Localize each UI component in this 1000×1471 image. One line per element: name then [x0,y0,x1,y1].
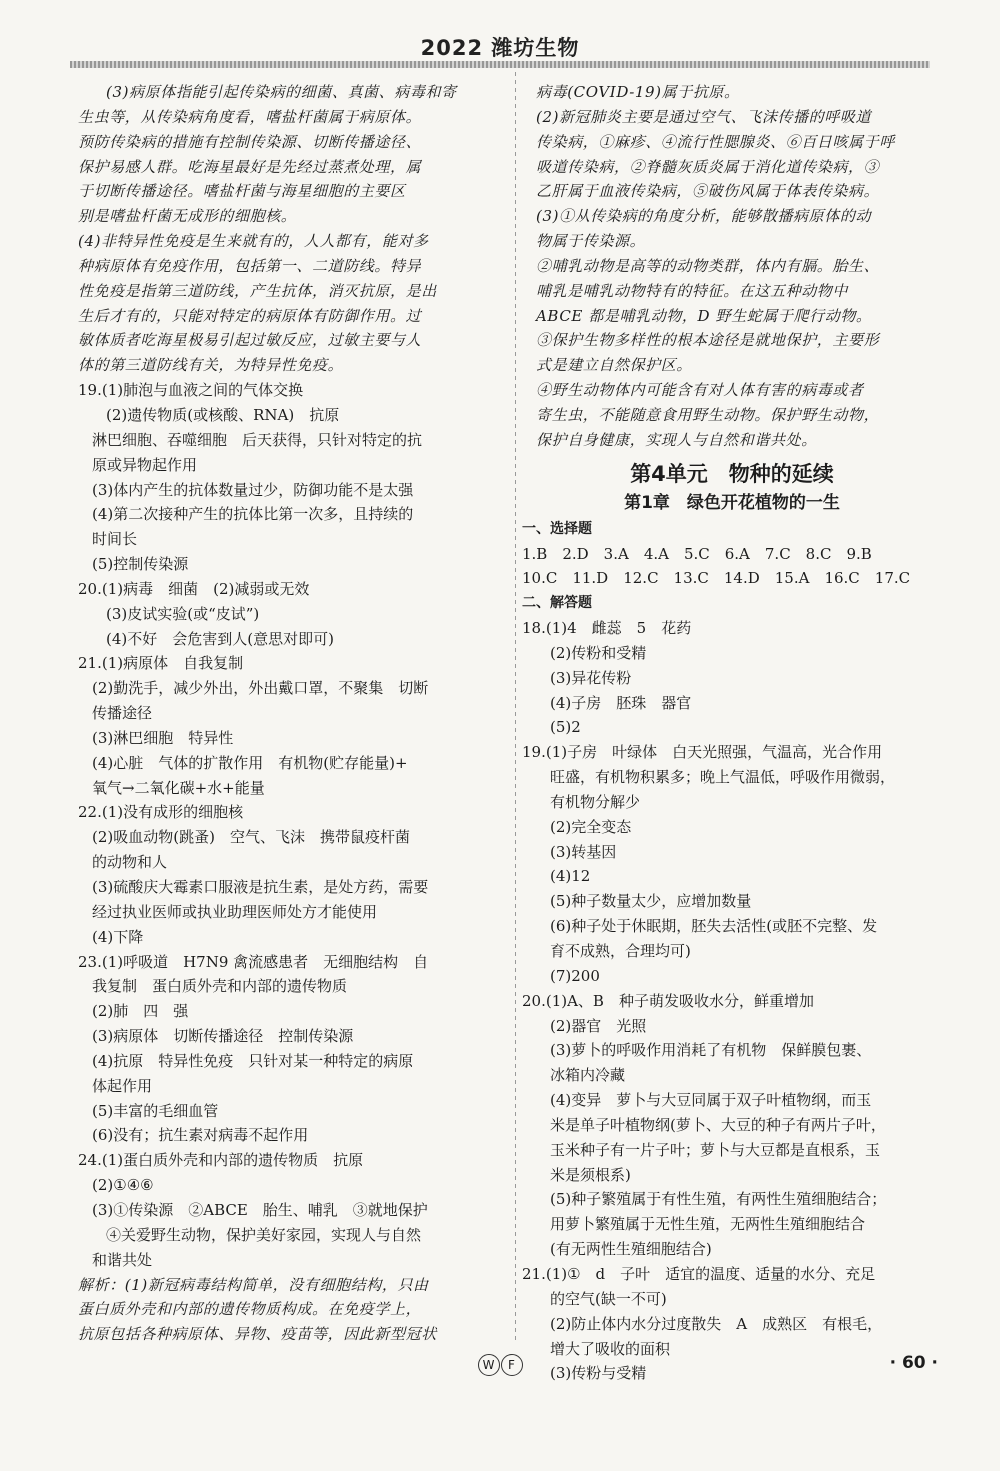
text-line: 20.(1)A、B 种子萌发吸收水分，鲜重增加 [522,991,814,1010]
text-line: 米是须根系) [550,1165,631,1184]
text-line: 原或异物起作用 [92,455,198,474]
text-line: (4)下降 [92,927,144,946]
text-line: 1.B 2.D 3.A 4.A 5.C 6.A 7.C 8.C 9.B [522,544,872,563]
text-line: 蛋白质外壳和内部的遗传物质构成。在免疫学上， [78,1300,422,1319]
text-line: (4)非特异性免疫是生来就有的，人人都有，能对多 [78,232,429,251]
text-line: (3)淋巴细胞 特异性 [92,728,234,747]
text-line: 有机物分解少 [550,792,641,811]
page-header-title: 2022 潍坊生物 [420,36,580,60]
text-line: (3)病原体 切断传播途径 控制传染源 [92,1027,354,1046]
text-line: 吸道传染病，②脊髓灰质炎属于消化道传染病，③ [536,157,880,176]
text-line: (有无两性生殖细胞结合) [550,1240,712,1259]
text-line: (3)萝卜的呼吸作用消耗了有机物 保鲜膜包裹、 [550,1041,872,1060]
text-line: 物属于传染源。 [536,232,646,251]
text-line: (4)第二次接种产生的抗体比第一次多，且持续的 [92,505,414,524]
text-line: (2)传粉和受精 [550,643,647,662]
text-line: 育不成熟，合理均可) [550,942,691,960]
text-line: 第4单元 物种的延续 [630,461,834,486]
column-divider [515,72,516,1340]
text-line: 敏体质者吃海星极易引起过敏反应，过敏主要与人 [78,331,422,350]
text-line: 米是单子叶植物纲(萝卜、大豆的种子有两片子叶， [550,1115,886,1134]
text-line: 二、解答题 [522,595,592,612]
logo-circle-w: W [478,1354,500,1376]
right-column [522,80,942,1386]
text-line: 的空气(缺一不可) [550,1289,667,1308]
page-number: · 60 · [889,1353,938,1373]
publisher-logo [468,1352,532,1378]
text-line: 经过执业医师或执业助理医师处方才能使用 [92,902,378,921]
text-line: 时间长 [92,530,138,549]
text-line: 保护易感人群。吃海星最好是先经过蒸煮处理，属 [78,157,422,176]
text-line: (4)子房 胚珠 器官 [550,693,692,712]
text-line: 增大了吸收的面积 [550,1339,671,1358]
text-line: 10.C 11.D 12.C 13.C 14.D 15.A 16.C 17.C [522,569,911,588]
text-line: 旺盛，有机物积累多；晚上气温低，呼吸作用微弱， [550,768,896,787]
text-line: (2)新冠肺炎主要是通过空气、飞沫传播的呼吸道 [536,107,872,126]
logo-circle-f: F [501,1354,523,1376]
text-line: (2)防止体内水分过度散失 A 成熟区 有根毛， [550,1314,883,1333]
text-line: 23.(1)呼吸道 H7N9 禽流感患者 无细胞结构 自 [78,952,429,971]
text-line: 病毒(COVID-19)属于抗原。 [536,83,740,101]
text-line: 于切断传播途径。嗜盐杆菌与海星细胞的主要区 [78,182,406,201]
text-line: 传播途径 [92,704,153,723]
text-line: 冰箱内冷藏 [550,1066,626,1085]
text-line: 生虫等，从传染病角度看，嗜盐杆菌属于病原体。 [78,107,422,126]
text-line: 淋巴细胞、吞噬细胞 后天获得，只针对特定的抗 [92,430,423,449]
text-line: (3)体内产生的抗体数量过少，防御功能不是太强 [92,480,414,499]
text-line: 22.(1)没有成形的细胞核 [78,803,244,822]
text-line: 我复制 蛋白质外壳和内部的遗传物质 [92,977,348,996]
text-line: (4)心脏 气体的扩散作用 有机物(贮存能量)+ [92,753,408,772]
text-line: (3)异花传粉 [550,668,632,687]
text-line: (3)①从传染病的角度分析，能够散播病原体的动 [536,207,872,226]
text-line: ②哺乳动物是高等的动物类群，体内有膈。胎生、 [536,256,880,275]
text-line: (6)没有；抗生素对病毒不起作用 [92,1126,309,1145]
text-line: (6)种子处于休眠期，胚失去活性(或胚不完整、发 [550,917,878,936]
text-line: 抗原包括各种病原体、异物、疫苗等，因此新型冠状 [78,1325,437,1344]
text-line: (3)硫酸庆大霉素口服液是抗生素，是处方药，需要 [92,878,429,896]
text-line: 一、选择题 [522,520,592,537]
left-column [78,80,498,1347]
text-line: (3)病原体指能引起传染病的细菌、真菌、病毒和寄 [106,83,457,101]
text-line: (3)传粉与受精 [550,1364,647,1383]
text-line: (2)①④⑥ [92,1176,154,1195]
text-line: (2)遗传物质(或核酸、RNA) 抗原 [106,405,340,424]
text-line: 和谐共处 [92,1250,153,1269]
text-line: 种病原体有免疫作用，包括第一、二道防线。特异 [78,256,422,275]
text-line: (2)完全变态 [550,817,632,836]
text-line: (3)转基因 [550,842,617,861]
text-line: 21.(1)病原体 自我复制 [78,654,244,673]
text-line: 20.(1)病毒 细菌 (2)减弱或无效 [78,579,310,598]
text-line: 体起作用 [92,1076,153,1095]
text-line: 的动物和人 [92,853,168,872]
text-line: 体的第三道防线有关，为特异性免疫。 [78,356,344,375]
header-rule [70,61,930,68]
text-line: (2)肺 四 强 [92,1002,189,1021]
text-line: 氧气→二氧化碳+水+能量 [92,778,265,797]
text-line: 21.(1)① d 子叶 适宜的温度、适量的水分、充足 [522,1264,876,1283]
text-line: ③保护生物多样性的根本途径是就地保护，主要形 [536,331,880,350]
text-line: (4)变异 萝卜与大豆同属于双子叶植物纲，而玉 [550,1091,872,1110]
text-line: ABCE 都是哺乳动物，D 野生蛇属于爬行动物。 [536,306,872,325]
text-line: 解析：(1)新冠病毒结构简单，没有细胞结构，只由 [78,1275,429,1294]
text-line: (4)不好 会危害到人(意思对即可) [106,629,334,648]
text-line: (5)丰富的毛细血管 [92,1101,219,1120]
text-line: 式是建立自然保护区。 [536,356,693,375]
text-line: 19.(1)子房 叶绿体 白天光照强，气温高，光合作用 [522,743,883,762]
text-line: 乙肝属于血液传染病，⑤破伤风属于体表传染病。 [536,182,880,201]
text-line: (5)控制传染源 [92,555,189,574]
text-line: (5)种子繁殖属于有性生殖，有两性生殖细胞结合； [550,1190,887,1209]
text-line: (4)12 [550,867,591,886]
text-line: (7)200 [550,966,600,985]
text-line: 哺乳是哺乳动物特有的特征。在这五种动物中 [536,281,849,300]
text-line: 预防传染病的措施有控制传染源、切断传播途径、 [78,132,422,151]
text-line: (2)勤洗手，减少外出，外出戴口罩，不聚集 切断 [92,679,429,698]
text-line: 别是嗜盐杆菌无成形的细胞核。 [78,207,297,226]
text-line: 保护自身健康，实现人与自然和谐共处。 [536,430,817,449]
text-line: ④野生动物体内可能含有对人体有害的病毒或者 [536,381,864,400]
text-line: 寄生虫，不能随意食用野生动物。保护野生动物， [536,405,880,424]
text-line: 玉米种子有一片子叶；萝卜与大豆都是直根系，玉 [550,1140,881,1159]
text-line: (2)器官 光照 [550,1016,647,1035]
text-line: 18.(1)4 雌蕊 5 花药 [522,619,692,638]
text-line: (4)抗原 特异性免疫 只针对某一种特定的病原 [92,1051,414,1070]
text-line: ④关爱野生动物，保护美好家园，实现人与自然 [106,1225,422,1244]
text-line: (3)皮试实验(或“皮试”) [106,604,260,623]
text-line: 24.(1)蛋白质外壳和内部的遗传物质 抗原 [78,1151,364,1170]
text-line: (3)①传染源 ②ABCE 胎生、哺乳 ③就地保护 [92,1200,428,1219]
text-line: 生后才有的，只能对特定的病原体有防御作用。过 [78,306,422,325]
text-line: 性免疫是指第三道防线，产生抗体，消灭抗原，是出 [78,281,437,300]
text-line: (5)2 [550,718,581,737]
text-line: (2)吸血动物(跳蚤) 空气、飞沫 携带鼠疫杆菌 [92,828,410,847]
text-line: 传染病，①麻疹、④流行性腮腺炎、⑥百日咳属于呼 [536,132,895,151]
text-line: 第1章 绿色开花植物的一生 [624,492,840,513]
text-line: (5)种子数量太少，应增加数量 [550,892,752,911]
text-line: 19.(1)肺泡与血液之间的气体交换 [78,381,304,400]
text-line: 用萝卜繁殖属于无性生殖，无两性生殖细胞结合 [550,1215,866,1234]
